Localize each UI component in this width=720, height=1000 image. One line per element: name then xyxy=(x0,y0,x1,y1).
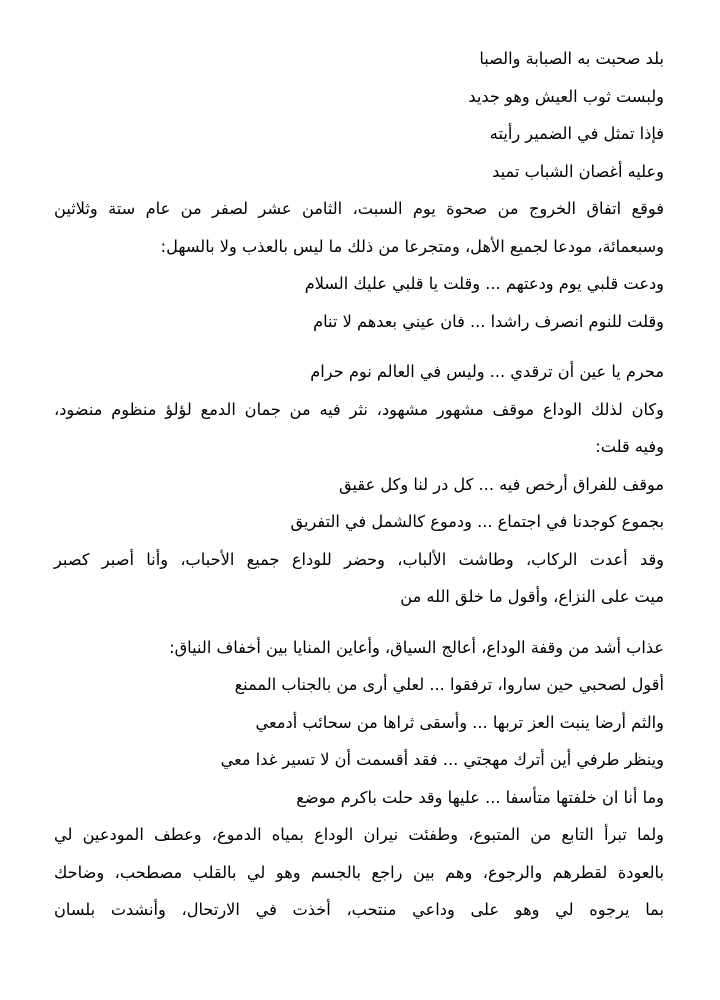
text-line: وعليه أغصان الشباب تميد xyxy=(492,161,664,181)
text-line: ولبست ثوب العيش وهو جديد xyxy=(468,86,664,106)
text-line: وقد أعدت الركاب، وطاشت الألباب، وحضر للوداع جميع الأحباب، وأنا أصبر كصبر xyxy=(54,549,664,569)
text-line: عذاب أشد من وقفة الوداع، أعالج السياق، وأعاين المنايا بين أخفاف النياق: xyxy=(169,637,664,657)
text-line: بالعودة لقطرهم والرجوع، وهم بين راجع بالجسم وهو لي بالقلب مصطحب، وضاحك xyxy=(54,862,664,882)
text-line: وينظر طرفي أين أترك مهجتي ... فقد أقسمت أن لا تسير غدا معي xyxy=(220,750,664,769)
text-line: والثم أرضا ينبت العز تربها ... وأسقى ثراها من سحائب أدمعي xyxy=(255,712,664,732)
text-line: محرم يا عين أن ترقدي ... وليس في العالم نوم حرام xyxy=(310,362,664,381)
text-line: بلد صحبت به الصبابة والصبا xyxy=(479,49,664,68)
text-line: ولما تبرأ التابع من المتبوع، وطفئت نيران الوداع بمياه الدموع، وعطف المودعين لي xyxy=(54,825,664,844)
text-line: ودعت قلبي يوم ودعتهم ... وقلت يا قلبي عليك السلام xyxy=(304,274,664,293)
text-line: بما يرجوه لي وهو على وداعي منتحب، أخذت في الارتحال، وأنشدت بلسان xyxy=(54,900,664,919)
text-line: فإذا تمثل في الضمير رأيته xyxy=(489,124,664,143)
text-line: وكان لذلك الوداع موقف مشهور مشهود، نثر فيه من جمان الدمع لؤلؤ منظوم منضود، xyxy=(54,399,664,419)
text-line: بجموع كوجدنا في اجتماع ... ودموع كالشمل في التفريق xyxy=(290,512,664,531)
text-line: فوقع اتفاق الخروج من صحوة يوم السبت، الثامن عشر لصفر من عام ستة وثلاثين xyxy=(54,199,664,218)
text-line: وسبعمائة، مودعا لجميع الأهل، ومتجرعا من ذلك ما ليس بالعذب ولا بالسهل: xyxy=(160,236,664,256)
text-line: وما أنا ان خلفتها متأسفا ... عليها وقد حلت باكرم موضع xyxy=(296,787,664,807)
text-line: وقلت للنوم انصرف راشدا ... فان عيني بعدهم لا تنام xyxy=(313,311,664,331)
document-body xyxy=(54,40,664,929)
text-line: ميت على النزاع، وأقول ما خلق الله من xyxy=(400,587,664,606)
text-line: أقول لصحبي حين ساروا، ترفقوا ... لعلي أرى من بالجناب الممنع xyxy=(234,675,664,694)
text-line: موقف للفراق أرخص فيه ... كل در لنا وكل عقيق xyxy=(339,474,664,494)
text-line: وفيه قلت: xyxy=(595,437,664,456)
